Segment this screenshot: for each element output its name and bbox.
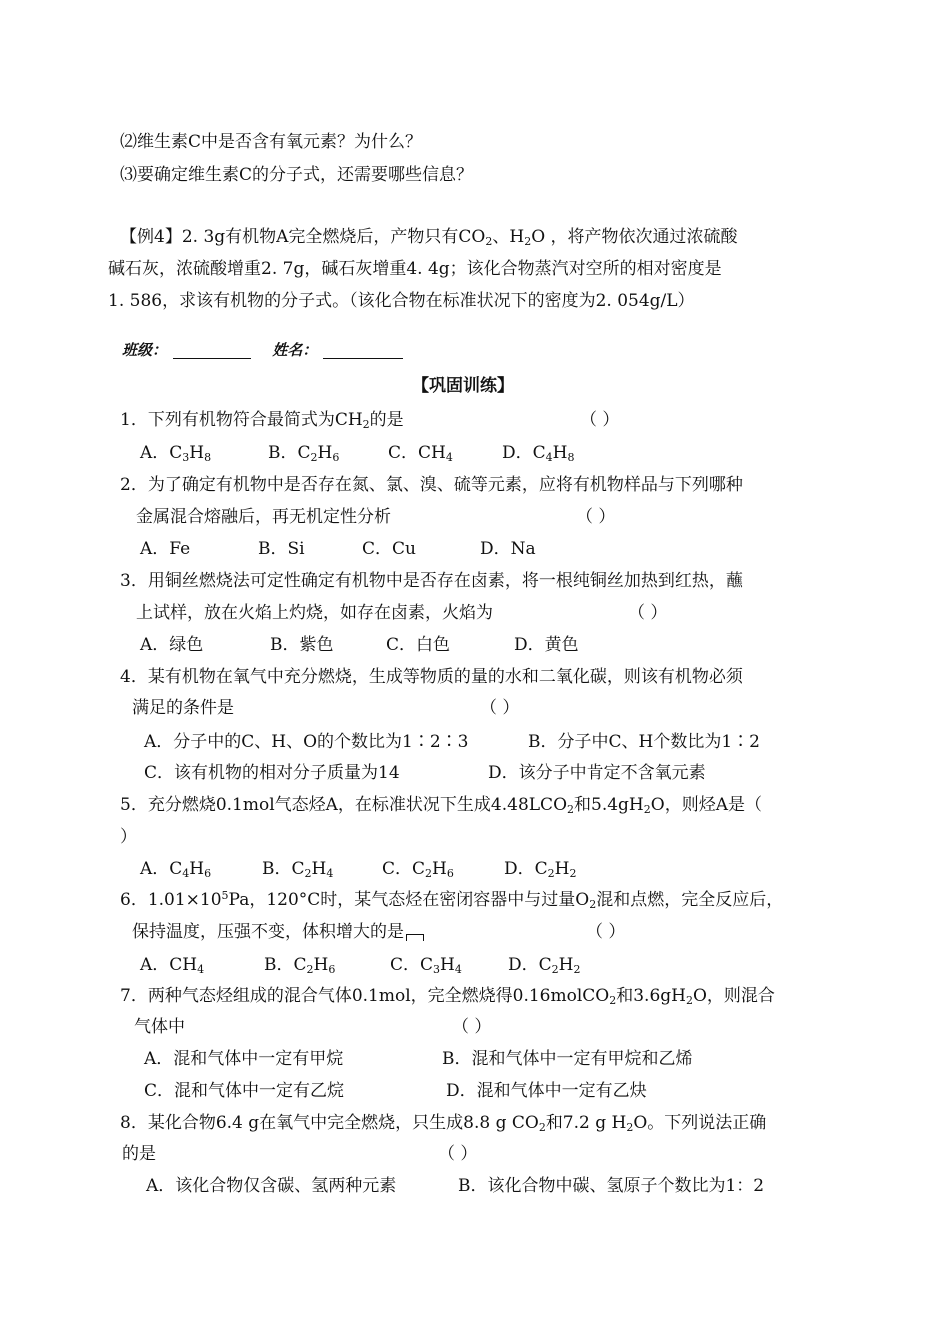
student-info-row bbox=[122, 339, 403, 361]
option-c[interactable]: C．$C_3H_4$ bbox=[390, 955, 462, 976]
text-line: ⑵维生素C中是否含有氧元素？为什么？ bbox=[120, 132, 423, 152]
option-c[interactable]: C．该有机物的相对分子质量为14 bbox=[144, 763, 400, 783]
option-d[interactable]: D．Na bbox=[480, 539, 536, 559]
option-a[interactable]: A．$C_4H_6$ bbox=[140, 859, 212, 880]
option-d[interactable]: D．$C_4H_8$ bbox=[502, 443, 575, 464]
question-6-stem: 保持温度，压强不变，体积增大的是 bbox=[132, 921, 424, 943]
option-a[interactable]: A．$C_3H_8$ bbox=[140, 443, 212, 464]
option-a[interactable]: A．绿色 bbox=[140, 635, 204, 655]
option-b[interactable]: B．$C_2H_6$ bbox=[264, 955, 336, 976]
question-3-stem: 上试样，放在火焰上灼烧，如存在卤素，火焰为 bbox=[136, 603, 493, 623]
option-b[interactable]: B．Si bbox=[258, 539, 305, 559]
question-8-stem: 的是 bbox=[122, 1144, 156, 1164]
option-a[interactable]: A．混和气体中一定有甲烷 bbox=[144, 1049, 344, 1069]
question-6-stem: 6．$1.01\times 10^5Pa$，120°C时，某气态烃在密闭容器中与过量$O_2$混和点燃，完全反应后， bbox=[120, 889, 784, 911]
option-c[interactable]: C．$CH_4$ bbox=[388, 443, 453, 464]
question-1-stem: 1．下列有机物符合最简式为$CH_2$的是 bbox=[120, 410, 404, 431]
example4-line: 【例4】2. 3g有机物A完全燃烧后，产物只有$CO_2$、$H_2O$ ，将产物依次通过浓硫酸 bbox=[120, 227, 738, 248]
option-b[interactable]: B．$C_2H_6$ bbox=[268, 443, 340, 464]
answer-paren[interactable]: （ ） bbox=[452, 1017, 492, 1037]
option-d[interactable]: D．$C_2H_2$ bbox=[504, 859, 577, 880]
option-c[interactable]: C．混和气体中一定有乙烷 bbox=[144, 1081, 345, 1101]
option-a[interactable]: A．Fe bbox=[140, 539, 191, 559]
option-b[interactable]: B．紫色 bbox=[270, 635, 334, 655]
answer-paren[interactable]: （ ） bbox=[438, 1144, 478, 1164]
question-8-stem: 8．某化合物6.4 g在氧气中完全燃烧，只生成8.8 g $CO_2$和7.2 g $H_2O$。下列说法正确 bbox=[120, 1113, 767, 1134]
question-3-stem: 3．用铜丝燃烧法可定性确定有机物中是否存在卤素，将一根纯铜丝加热到红热，蘸 bbox=[120, 571, 743, 591]
option-b[interactable]: B．$C_2H_4$ bbox=[262, 859, 334, 880]
question-7-stem: 7．两种气态烃组成的混合气体0.1mol，完全燃烧得0.16molCO$_2$和$3.6gH_2O$，则混合 bbox=[120, 986, 775, 1007]
answer-paren-close[interactable]: ） bbox=[120, 827, 137, 847]
option-c[interactable]: C．白色 bbox=[386, 635, 451, 655]
question-2-stem: 2．为了确定有机物中是否存在氮、氯、溴、硫等元素，应将有机物样品与下列哪种 bbox=[120, 475, 743, 495]
class-blank[interactable] bbox=[173, 342, 251, 359]
option-d[interactable]: D．该分子中肯定不含氧元素 bbox=[488, 763, 706, 783]
name-blank[interactable] bbox=[323, 342, 403, 359]
question-2-stem: 金属混合熔融后，再无机定性分析 bbox=[136, 507, 391, 527]
answer-blank-mark bbox=[406, 934, 424, 941]
option-a[interactable]: A．该化合物仅含碳、氢两种元素 bbox=[146, 1176, 397, 1196]
answer-paren[interactable]: （ ） bbox=[480, 698, 520, 718]
class-label: 班级： bbox=[122, 341, 168, 359]
example4-line: 1. 586，求该有机物的分子式。（该化合物在标准状况下的密度为2. 054g/L） bbox=[108, 291, 695, 311]
example4-line: 碱石灰，浓硫酸增重2. 7g，碱石灰增重4. 4g；该化合物蒸汽对空所的相对密度是 bbox=[108, 259, 722, 279]
name-label: 姓名： bbox=[272, 341, 318, 359]
option-d[interactable]: D．黄色 bbox=[514, 635, 579, 655]
option-c[interactable]: C．Cu bbox=[362, 539, 416, 559]
option-a[interactable]: A．$CH_4$ bbox=[140, 955, 205, 976]
answer-paren[interactable]: （ ） bbox=[580, 410, 620, 430]
question-7-stem: 气体中 bbox=[134, 1017, 185, 1037]
question-4-stem: 满足的条件是 bbox=[132, 698, 234, 718]
question-4-stem: 4．某有机物在氧气中充分燃烧，生成等物质的量的水和二氧化碳，则该有机物必须 bbox=[120, 667, 743, 687]
option-a[interactable]: A．分子中的C、H、O的个数比为1∶2∶3 bbox=[144, 732, 469, 752]
answer-paren[interactable]: （ ） bbox=[576, 507, 616, 527]
option-d[interactable]: D．$C_2H_2$ bbox=[508, 955, 581, 976]
section-title: 【巩固训练】 bbox=[412, 376, 514, 396]
option-b[interactable]: B．混和气体中一定有甲烷和乙烯 bbox=[442, 1049, 693, 1069]
option-d[interactable]: D．混和气体中一定有乙炔 bbox=[446, 1081, 647, 1101]
question-5-stem: 5．充分燃烧0.1mol气态烃A，在标准状况下生成$4.48LCO_2$和$5.4gH_2O$，则烃A是（ bbox=[120, 795, 762, 816]
option-c[interactable]: C．$C_2H_6$ bbox=[382, 859, 454, 880]
answer-paren[interactable]: （ ） bbox=[586, 922, 626, 942]
answer-paren[interactable]: （ ） bbox=[628, 603, 668, 623]
option-b[interactable]: B．分子中C、H个数比为1∶2 bbox=[528, 732, 760, 752]
option-b[interactable]: B．该化合物中碳、氢原子个数比为1：2 bbox=[458, 1176, 765, 1196]
text-line: ⑶要确定维生素C的分子式，还需要哪些信息？ bbox=[120, 165, 474, 185]
